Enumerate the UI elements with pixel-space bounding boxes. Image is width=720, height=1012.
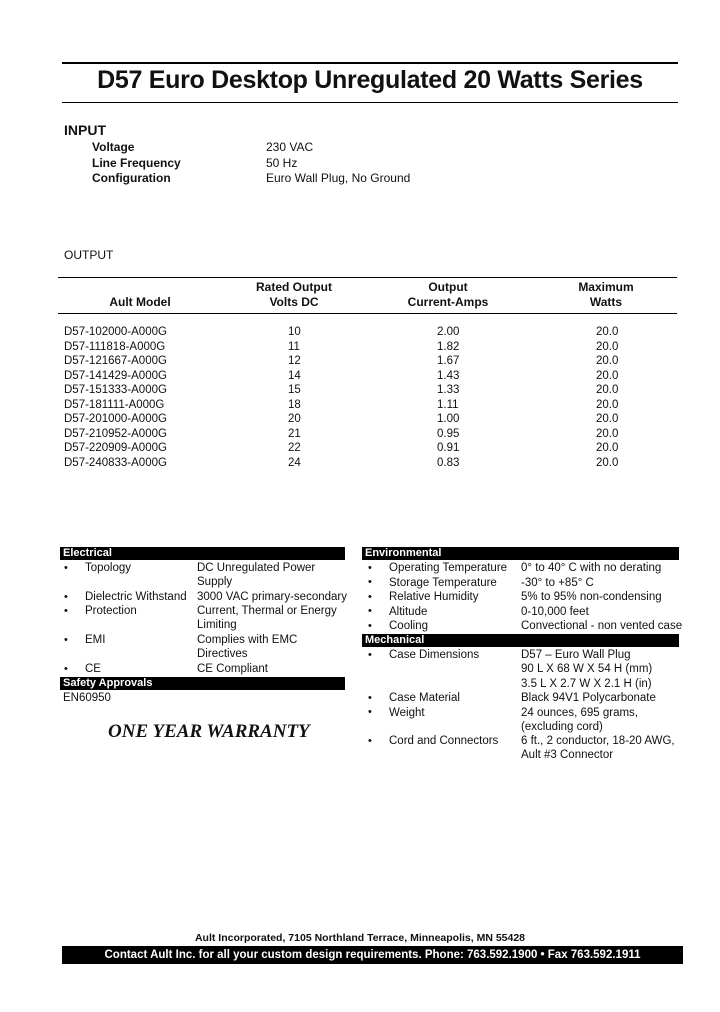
topology-value-line2: Supply [197, 576, 233, 589]
table-row [64, 355, 664, 370]
input-configuration-label: Configuration [92, 171, 171, 185]
cell-volts: 22 [288, 442, 301, 454]
dimensions-line2: 90 L X 68 W X 54 H (mm) [521, 663, 653, 676]
header-model-text: Ault Model [109, 295, 171, 309]
cell-volts: 24 [288, 456, 301, 469]
electrical-heading: Electrical [60, 547, 345, 560]
cell-model: D57-121667-A000G [64, 355, 167, 367]
table-row [64, 413, 664, 428]
bullet-icon: • [64, 562, 68, 574]
env-altitude-value: 0-10,000 feet [521, 605, 589, 618]
cell-volts: 10 [288, 326, 301, 338]
cell-volts: 21 [288, 427, 301, 440]
input-frequency-label: Line Frequency [92, 156, 181, 170]
input-voltage-value: 230 VAC [266, 140, 314, 154]
cell-watts: 20.0 [596, 427, 619, 440]
electrical-dielectric-value: 3000 VAC primary-secondary [197, 591, 347, 603]
bullet-icon: • [368, 706, 372, 718]
env-storage-value: -30° to +85° C [521, 576, 594, 589]
warranty-text: ONE YEAR WARRANTY [108, 721, 310, 742]
output-header-model [80, 295, 200, 310]
safety-value: EN60950 [63, 692, 111, 704]
footer-contact: Contact Ault Inc. for all your custom design requirements. Phone: 763.592.1900 • Fax 763.592.1911 [62, 946, 683, 964]
footer-address: Ault Incorporated, 7105 Northland Terrace, Minneapolis, MN 55428 [194, 932, 526, 944]
bullet-icon: • [64, 634, 68, 646]
cell-volts: 20 [288, 413, 301, 425]
cell-watts: 20.0 [596, 340, 619, 353]
env-altitude-label: Altitude [389, 605, 428, 618]
title-top-rule [62, 62, 678, 64]
cell-model: D57-220909-A000G [64, 442, 167, 454]
cell-amps: 0.83 [437, 456, 460, 469]
cell-watts: 20.0 [596, 413, 619, 425]
electrical-topology-label: Topology [85, 562, 132, 574]
dimensions-line1: D57 – Euro Wall Plug [521, 649, 631, 661]
electrical-protection-value [197, 604, 337, 633]
bullet-icon: • [368, 692, 372, 704]
cell-amps: 2.00 [437, 326, 460, 338]
bullet-icon: • [368, 620, 372, 632]
electrical-protection-label: Protection [85, 605, 137, 617]
emi-value-line1: Complies with EMC [197, 634, 298, 646]
input-heading: INPUT [64, 122, 106, 138]
cell-volts: 15 [288, 384, 301, 396]
protection-value-line1: Current, Thermal or Energy [197, 605, 337, 617]
electrical-ce-label: CE [85, 663, 101, 675]
bullet-icon: • [368, 576, 372, 588]
page-title: D57 Euro Desktop Unregulated 20 Watts Series [97, 66, 643, 94]
table-row [64, 326, 664, 341]
output-heading: OUTPUT [64, 248, 114, 262]
safety-heading: Safety Approvals [60, 677, 345, 690]
bullet-icon: • [64, 663, 68, 675]
bullet-icon: • [64, 591, 68, 603]
electrical-topology-value [197, 561, 315, 590]
topology-value-line1: DC Unregulated Power [197, 562, 316, 574]
cell-amps: 1.43 [437, 369, 460, 382]
output-header-amps [388, 280, 508, 310]
table-row [64, 457, 664, 472]
title-bottom-rule [62, 102, 678, 103]
mech-material-value: Black 94V1 Polycarbonate [521, 692, 656, 704]
header-watts-line1: Maximum [578, 280, 634, 294]
electrical-dielectric-label: Dielectric Withstand [85, 591, 187, 603]
cell-model: D57-210952-A000G [64, 427, 167, 440]
cell-amps: 1.82 [437, 340, 460, 353]
env-cooling-value: Convectional - non vented case [521, 620, 683, 632]
cell-watts: 20.0 [596, 326, 619, 338]
cell-amps: 1.67 [437, 355, 460, 367]
table-row [64, 428, 664, 443]
input-frequency-value: 50 Hz [266, 156, 298, 170]
cell-amps: 0.91 [437, 442, 460, 454]
bullet-icon: • [368, 649, 372, 661]
output-header-watts [546, 280, 666, 310]
mech-dimensions-value [521, 648, 652, 691]
mech-cord-value [521, 734, 675, 763]
bullet-icon: • [368, 605, 372, 617]
env-storage-label: Storage Temperature [389, 576, 497, 589]
cell-amps: 0.95 [437, 427, 460, 440]
cell-amps: 1.00 [437, 413, 460, 425]
cell-volts: 14 [288, 369, 301, 382]
cell-model: D57-141429-A000G [64, 369, 167, 382]
mechanical-heading: Mechanical [362, 634, 679, 647]
cell-volts: 11 [288, 340, 300, 353]
env-cooling-label: Cooling [389, 620, 428, 632]
cell-model: D57-151333-A000G [64, 384, 167, 396]
cell-watts: 20.0 [596, 369, 619, 382]
mech-material-label: Case Material [389, 692, 460, 704]
table-row [64, 399, 664, 414]
dimensions-line3: 3.5 L X 2.7 W X 2.1 H (in) [521, 677, 652, 690]
cell-amps: 1.33 [437, 384, 460, 396]
cell-watts: 20.0 [596, 355, 619, 367]
env-operating-value: 0° to 40° C with no derating [521, 562, 662, 574]
cord-line2: Ault #3 Connector [521, 749, 614, 762]
header-watts-line2: Watts [589, 295, 623, 309]
bullet-icon: • [64, 605, 68, 617]
cell-model: D57-111818-A000G [64, 340, 166, 353]
weight-line1: 24 ounces, 695 grams, [521, 706, 638, 719]
input-configuration-value: Euro Wall Plug, No Ground [266, 171, 411, 185]
table-row [64, 370, 664, 385]
cell-model: D57-240833-A000G [64, 456, 167, 469]
cell-model: D57-102000-A000G [64, 326, 167, 338]
electrical-ce-value: CE Compliant [197, 663, 268, 675]
cord-line1: 6 ft., 2 conductor, 18-20 AWG, [521, 735, 675, 747]
env-humidity-value: 5% to 95% non-condensing [521, 591, 662, 603]
cell-watts: 20.0 [596, 456, 619, 469]
table-row [64, 341, 664, 356]
header-amps-line2: Current-Amps [407, 295, 489, 309]
env-humidity-label: Relative Humidity [389, 591, 479, 603]
bullet-icon: • [368, 735, 372, 747]
output-header-bottom-rule [58, 313, 677, 314]
cell-amps: 1.11 [437, 398, 459, 411]
env-operating-label: Operating Temperature [389, 562, 508, 574]
cell-volts: 18 [288, 398, 301, 411]
environmental-heading: Environmental [362, 547, 679, 560]
header-amps-line1: Output [428, 280, 468, 294]
input-voltage-label: Voltage [92, 140, 135, 154]
header-volts-line2: Volts DC [269, 295, 319, 309]
cell-model: D57-201000-A000G [64, 413, 167, 425]
mech-weight-label: Weight [389, 706, 425, 719]
header-volts-line1: Rated Output [256, 280, 332, 294]
weight-line2: (excluding cord) [521, 720, 603, 733]
cell-watts: 20.0 [596, 442, 619, 454]
bullet-icon: • [368, 562, 372, 574]
cell-watts: 20.0 [596, 398, 619, 411]
cell-model: D57-181111-A000G [64, 398, 165, 411]
cell-volts: 12 [288, 355, 301, 367]
output-table-top-rule [58, 277, 677, 278]
emi-value-line2: Directives [197, 648, 248, 661]
protection-value-line2: Limiting [197, 619, 237, 632]
electrical-emi-label: EMI [85, 634, 106, 646]
table-row [64, 384, 664, 399]
electrical-emi-value [197, 633, 297, 662]
cell-watts: 20.0 [596, 384, 619, 396]
mech-weight-value [521, 706, 638, 735]
mech-cord-label: Cord and Connectors [389, 735, 499, 747]
mech-dimensions-label: Case Dimensions [389, 649, 480, 661]
bullet-icon: • [368, 591, 372, 603]
output-header-volts [234, 280, 354, 310]
table-row [64, 442, 664, 457]
